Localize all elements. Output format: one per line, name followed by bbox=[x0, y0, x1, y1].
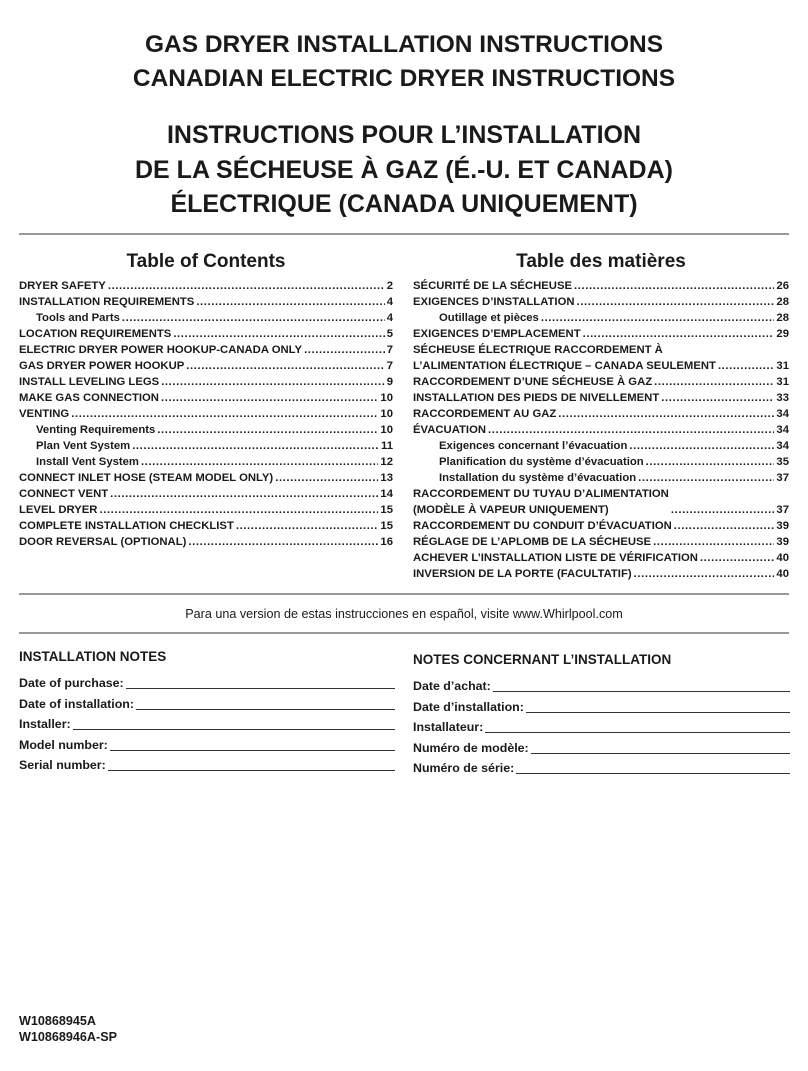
toc-english-list bbox=[19, 278, 393, 550]
toc-subentry[interactable] bbox=[19, 310, 393, 326]
toc-entry-page: 4 bbox=[386, 296, 393, 308]
fill-in-line[interactable] bbox=[108, 758, 395, 771]
toc-subentry[interactable] bbox=[413, 454, 789, 470]
toc-subentry[interactable] bbox=[19, 454, 393, 470]
toc-subentry[interactable] bbox=[413, 438, 789, 454]
toc-leader-dots bbox=[654, 374, 774, 390]
toc-entry-page: 7 bbox=[386, 344, 393, 356]
toc-entry-label: Venting Requirements bbox=[36, 424, 156, 436]
toc-entry-page: 10 bbox=[380, 424, 393, 436]
toc-leader-dots bbox=[196, 294, 384, 310]
divider-top bbox=[19, 233, 789, 235]
toc-entry-label: GAS DRYER POWER HOOKUP bbox=[19, 360, 185, 372]
installer-field[interactable] bbox=[413, 720, 790, 735]
toc-entry[interactable] bbox=[413, 550, 789, 566]
field-label: Serial number: bbox=[19, 758, 106, 772]
toc-entry-label: CONNECT INLET HOSE (STEAM MODEL ONLY) bbox=[19, 472, 274, 484]
toc-leader-dots bbox=[99, 502, 378, 518]
toc-entry-page: 4 bbox=[386, 312, 393, 324]
toc-entry-label: ACHEVER L’INSTALLATION LISTE DE VÉRIFICATION bbox=[413, 552, 698, 564]
toc-leader-dots bbox=[141, 454, 378, 470]
title-french-line-1: INSTRUCTIONS POUR L’INSTALLATION bbox=[166, 121, 642, 149]
installation-notes-heading: INSTALLATION NOTES bbox=[19, 649, 167, 664]
divider-middle bbox=[19, 593, 789, 595]
toc-entry-label: MAKE GAS CONNECTION bbox=[19, 392, 159, 404]
toc-entry-page: 15 bbox=[380, 504, 393, 516]
toc-leader-dots bbox=[122, 310, 385, 326]
toc-entry-page: 16 bbox=[380, 536, 393, 548]
field-label: Date of installation: bbox=[19, 696, 134, 711]
toc-leader-dots bbox=[634, 566, 775, 582]
part-number: W10868945A bbox=[19, 1014, 97, 1028]
toc-leader-dots bbox=[186, 358, 384, 374]
toc-entry-page: 7 bbox=[386, 360, 393, 372]
installation-notes-heading: NOTES CONCERNANT L’INSTALLATION bbox=[413, 652, 672, 667]
toc-leader-dots bbox=[236, 518, 379, 534]
toc-entry-label: ÉVACUATION bbox=[413, 424, 487, 436]
toc-french-list bbox=[413, 278, 789, 582]
toc-entry-label: Exigences concernant l’évacuation bbox=[439, 440, 628, 452]
toc-entry-page: 31 bbox=[776, 360, 789, 372]
toc-leader-dots bbox=[161, 390, 378, 406]
toc-entry[interactable] bbox=[413, 406, 789, 422]
toc-leader-dots bbox=[638, 470, 774, 486]
toc-entry-label: COMPLETE INSTALLATION CHECKLIST bbox=[19, 520, 234, 532]
toc-entry-page: 26 bbox=[776, 280, 789, 292]
purchase-date-field[interactable] bbox=[19, 676, 395, 691]
toc-english bbox=[19, 250, 393, 550]
toc-entry-page: 28 bbox=[776, 312, 789, 324]
toc-leader-dots bbox=[629, 438, 774, 454]
toc-entry[interactable] bbox=[19, 518, 393, 534]
fill-in-line[interactable] bbox=[531, 741, 790, 754]
toc-leader-dots bbox=[661, 390, 774, 406]
toc-entry[interactable] bbox=[19, 294, 393, 310]
toc-entry[interactable] bbox=[413, 294, 789, 310]
toc-entry-label: INSTALLATION REQUIREMENTS bbox=[19, 296, 195, 308]
toc-entry[interactable] bbox=[19, 390, 393, 406]
toc-entry-label-line-2: (MODÈLE À VAPEUR UNIQUEMENT) bbox=[413, 504, 609, 516]
field-label: Model number: bbox=[19, 737, 108, 752]
toc-entry-label: RACCORDEMENT AU GAZ bbox=[413, 408, 557, 420]
toc-entry-label: INVERSION DE LA PORTE (FACULTATIF) bbox=[413, 568, 632, 580]
toc-entry[interactable] bbox=[413, 486, 789, 518]
toc-entry-label: Installation du système d’évacuation bbox=[439, 472, 637, 484]
title-english bbox=[0, 28, 808, 96]
toc-entry-label: EXIGENCES D’EMPLACEMENT bbox=[413, 328, 581, 340]
installation-date-field[interactable] bbox=[19, 697, 395, 712]
toc-entry[interactable] bbox=[19, 486, 393, 502]
toc-entry-label bbox=[413, 486, 669, 518]
toc-subentry[interactable] bbox=[413, 310, 789, 326]
toc-entry[interactable] bbox=[19, 470, 393, 486]
fill-in-line[interactable] bbox=[73, 717, 395, 730]
toc-entry[interactable] bbox=[19, 342, 393, 358]
toc-leader-dots bbox=[718, 358, 774, 374]
title-english-line-1: GAS DRYER INSTALLATION INSTRUCTIONS bbox=[144, 31, 664, 58]
toc-entry-page: 33 bbox=[776, 392, 789, 404]
toc-entry-label: SÉCURITÉ DE LA SÉCHEUSE bbox=[413, 280, 573, 292]
toc-entry[interactable] bbox=[19, 534, 393, 550]
toc-entry-page: 14 bbox=[380, 488, 393, 500]
toc-entry-label: Planification du système d’évacuation bbox=[439, 456, 644, 468]
toc-leader-dots bbox=[157, 422, 378, 438]
spanish-version-note: Para una version de estas instrucciones en español, visite www.Whirlpool.com bbox=[185, 607, 623, 621]
toc-entry-page: 40 bbox=[776, 568, 789, 580]
fill-in-line[interactable] bbox=[493, 679, 790, 692]
fill-in-line[interactable] bbox=[485, 720, 790, 733]
toc-entry-label: LEVEL DRYER bbox=[19, 504, 98, 516]
title-french bbox=[0, 118, 808, 222]
toc-entry-label-line-1: RACCORDEMENT DU TUYAU D’ALIMENTATION bbox=[413, 488, 669, 500]
toc-entry-page: 10 bbox=[380, 408, 393, 420]
toc-entry-label: RÉGLAGE DE L’APLOMB DE LA SÉCHEUSE bbox=[413, 536, 652, 548]
toc-entry-label: Tools and Parts bbox=[36, 312, 120, 324]
toc-entry-label: CONNECT VENT bbox=[19, 488, 109, 500]
toc-entry-label: VENTING bbox=[19, 408, 70, 420]
toc-entry-page: 9 bbox=[386, 376, 393, 388]
fill-in-line[interactable] bbox=[526, 700, 790, 713]
toc-leader-dots bbox=[275, 470, 378, 486]
toc-entry-page: 10 bbox=[380, 392, 393, 404]
toc-entry-label: ELECTRIC DRYER POWER HOOKUP-CANADA ONLY bbox=[19, 344, 303, 356]
toc-leader-dots bbox=[304, 342, 385, 358]
toc-entry-page: 37 bbox=[776, 504, 789, 516]
toc-entry-label: INSTALL LEVELING LEGS bbox=[19, 376, 160, 388]
fill-in-line[interactable] bbox=[136, 697, 395, 710]
toc-entry[interactable] bbox=[413, 518, 789, 534]
toc-entry-label: INSTALLATION DES PIEDS DE NIVELLEMENT bbox=[413, 392, 660, 404]
toc-entry-page: 31 bbox=[776, 376, 789, 388]
toc-entry[interactable] bbox=[413, 326, 789, 342]
title-english-line-2: CANADIAN ELECTRIC DRYER INSTRUCTIONS bbox=[132, 65, 676, 92]
toc-entry[interactable] bbox=[413, 390, 789, 406]
toc-leader-dots bbox=[558, 406, 774, 422]
toc-leader-dots bbox=[577, 294, 775, 310]
toc-entry-label: Install Vent System bbox=[36, 456, 139, 468]
toc-entry-page: 29 bbox=[776, 328, 789, 340]
toc-entry-page: 34 bbox=[776, 424, 789, 436]
toc-subentry[interactable] bbox=[413, 470, 789, 486]
installer-field[interactable] bbox=[19, 717, 395, 732]
toc-entry[interactable] bbox=[413, 566, 789, 582]
toc-entry[interactable] bbox=[413, 374, 789, 390]
serial-number-field[interactable] bbox=[19, 758, 395, 773]
toc-entry-page: 28 bbox=[776, 296, 789, 308]
field-label: Installateur: bbox=[413, 720, 484, 734]
toc-entry-page: 39 bbox=[776, 520, 789, 532]
title-french-line-3: ÉLECTRIQUE (CANADA UNIQUEMENT) bbox=[170, 190, 638, 218]
toc-entry[interactable] bbox=[413, 422, 789, 438]
field-label: Numéro de modèle: bbox=[413, 740, 529, 755]
toc-entry-label: DOOR REVERSAL (OPTIONAL) bbox=[19, 536, 187, 548]
installation-notes-french bbox=[413, 648, 790, 782]
model-number-field[interactable] bbox=[413, 741, 790, 756]
toc-entry-page: 11 bbox=[381, 440, 393, 452]
toc-leader-dots bbox=[173, 326, 384, 342]
toc-entry-label bbox=[413, 342, 716, 374]
toc-entry-label: RACCORDEMENT D’UNE SÉCHEUSE À GAZ bbox=[413, 376, 653, 388]
toc-leader-dots bbox=[188, 534, 378, 550]
toc-leader-dots bbox=[488, 422, 774, 438]
toc-french bbox=[413, 250, 789, 582]
toc-entry[interactable] bbox=[413, 278, 789, 294]
toc-entry[interactable] bbox=[19, 278, 393, 294]
toc-leader-dots bbox=[646, 454, 775, 470]
toc-leader-dots bbox=[110, 486, 378, 502]
toc-entry-label: Outillage et pièces bbox=[439, 312, 539, 324]
toc-leader-dots bbox=[541, 310, 775, 326]
field-label: Date d’achat: bbox=[413, 679, 491, 693]
toc-entry[interactable] bbox=[19, 406, 393, 422]
purchase-date-field[interactable] bbox=[413, 679, 790, 694]
serial-number-field[interactable] bbox=[413, 761, 790, 776]
model-number-field[interactable] bbox=[19, 738, 395, 753]
divider-notes bbox=[19, 632, 789, 634]
toc-entry[interactable] bbox=[413, 342, 789, 374]
toc-entry-page: 40 bbox=[776, 552, 789, 564]
toc-french-heading: Table des matières bbox=[516, 251, 686, 272]
toc-entry-page: 34 bbox=[776, 440, 789, 452]
toc-leader-dots bbox=[108, 278, 385, 294]
toc-leader-dots bbox=[700, 550, 774, 566]
fill-in-line[interactable] bbox=[126, 676, 395, 689]
fill-in-line[interactable] bbox=[516, 761, 790, 774]
toc-entry-page: 15 bbox=[380, 520, 393, 532]
installation-date-field[interactable] bbox=[413, 700, 790, 715]
toc-entry-page: 34 bbox=[776, 408, 789, 420]
toc-entry-label: Plan Vent System bbox=[36, 440, 131, 452]
part-number: W10868946A-SP bbox=[19, 1030, 118, 1044]
toc-leader-dots bbox=[583, 326, 775, 342]
toc-english-heading: Table of Contents bbox=[126, 251, 286, 272]
toc-entry-page: 13 bbox=[380, 472, 393, 484]
field-label: Date of purchase: bbox=[19, 676, 124, 690]
toc-entry-page: 2 bbox=[386, 280, 393, 292]
field-label: Installer: bbox=[19, 717, 71, 731]
toc-entry-page: 35 bbox=[776, 456, 789, 468]
installation-notes-english bbox=[19, 648, 395, 779]
toc-entry-label: EXIGENCES D’INSTALLATION bbox=[413, 296, 575, 308]
field-label: Date d’installation: bbox=[413, 699, 524, 714]
document-part-numbers bbox=[19, 1013, 117, 1045]
toc-subentry[interactable] bbox=[19, 422, 393, 438]
toc-entry-label: RACCORDEMENT DU CONDUIT D’ÉVACUATION bbox=[413, 520, 672, 532]
toc-entry-label: LOCATION REQUIREMENTS bbox=[19, 328, 172, 340]
toc-entry-page: 12 bbox=[380, 456, 393, 468]
toc-entry-label-line-2: L’ALIMENTATION ÉLECTRIQUE – CANADA SEULEMENT bbox=[413, 360, 716, 372]
field-label: Numéro de série: bbox=[413, 761, 515, 775]
toc-leader-dots bbox=[653, 534, 774, 550]
toc-entry-page: 5 bbox=[386, 328, 393, 340]
title-french-line-2: DE LA SÉCHEUSE À GAZ (É.-U. ET CANADA) bbox=[135, 155, 673, 184]
toc-leader-dots bbox=[671, 502, 775, 518]
toc-leader-dots bbox=[161, 374, 385, 390]
toc-entry-page: 39 bbox=[776, 536, 789, 548]
fill-in-line[interactable] bbox=[110, 738, 395, 751]
toc-entry[interactable] bbox=[413, 534, 789, 550]
toc-leader-dots bbox=[674, 518, 775, 534]
toc-leader-dots bbox=[574, 278, 774, 294]
toc-entry[interactable] bbox=[19, 358, 393, 374]
toc-entry-page: 37 bbox=[776, 472, 789, 484]
toc-entry[interactable] bbox=[19, 374, 393, 390]
toc-leader-dots bbox=[132, 438, 379, 454]
toc-entry-label-line-1: SÉCHEUSE ÉLECTRIQUE RACCORDEMENT À bbox=[413, 344, 663, 356]
toc-entry-label: DRYER SAFETY bbox=[19, 280, 106, 292]
toc-subentry[interactable] bbox=[19, 438, 393, 454]
toc-leader-dots bbox=[71, 406, 378, 422]
toc-entry[interactable] bbox=[19, 502, 393, 518]
toc-entry[interactable] bbox=[19, 326, 393, 342]
